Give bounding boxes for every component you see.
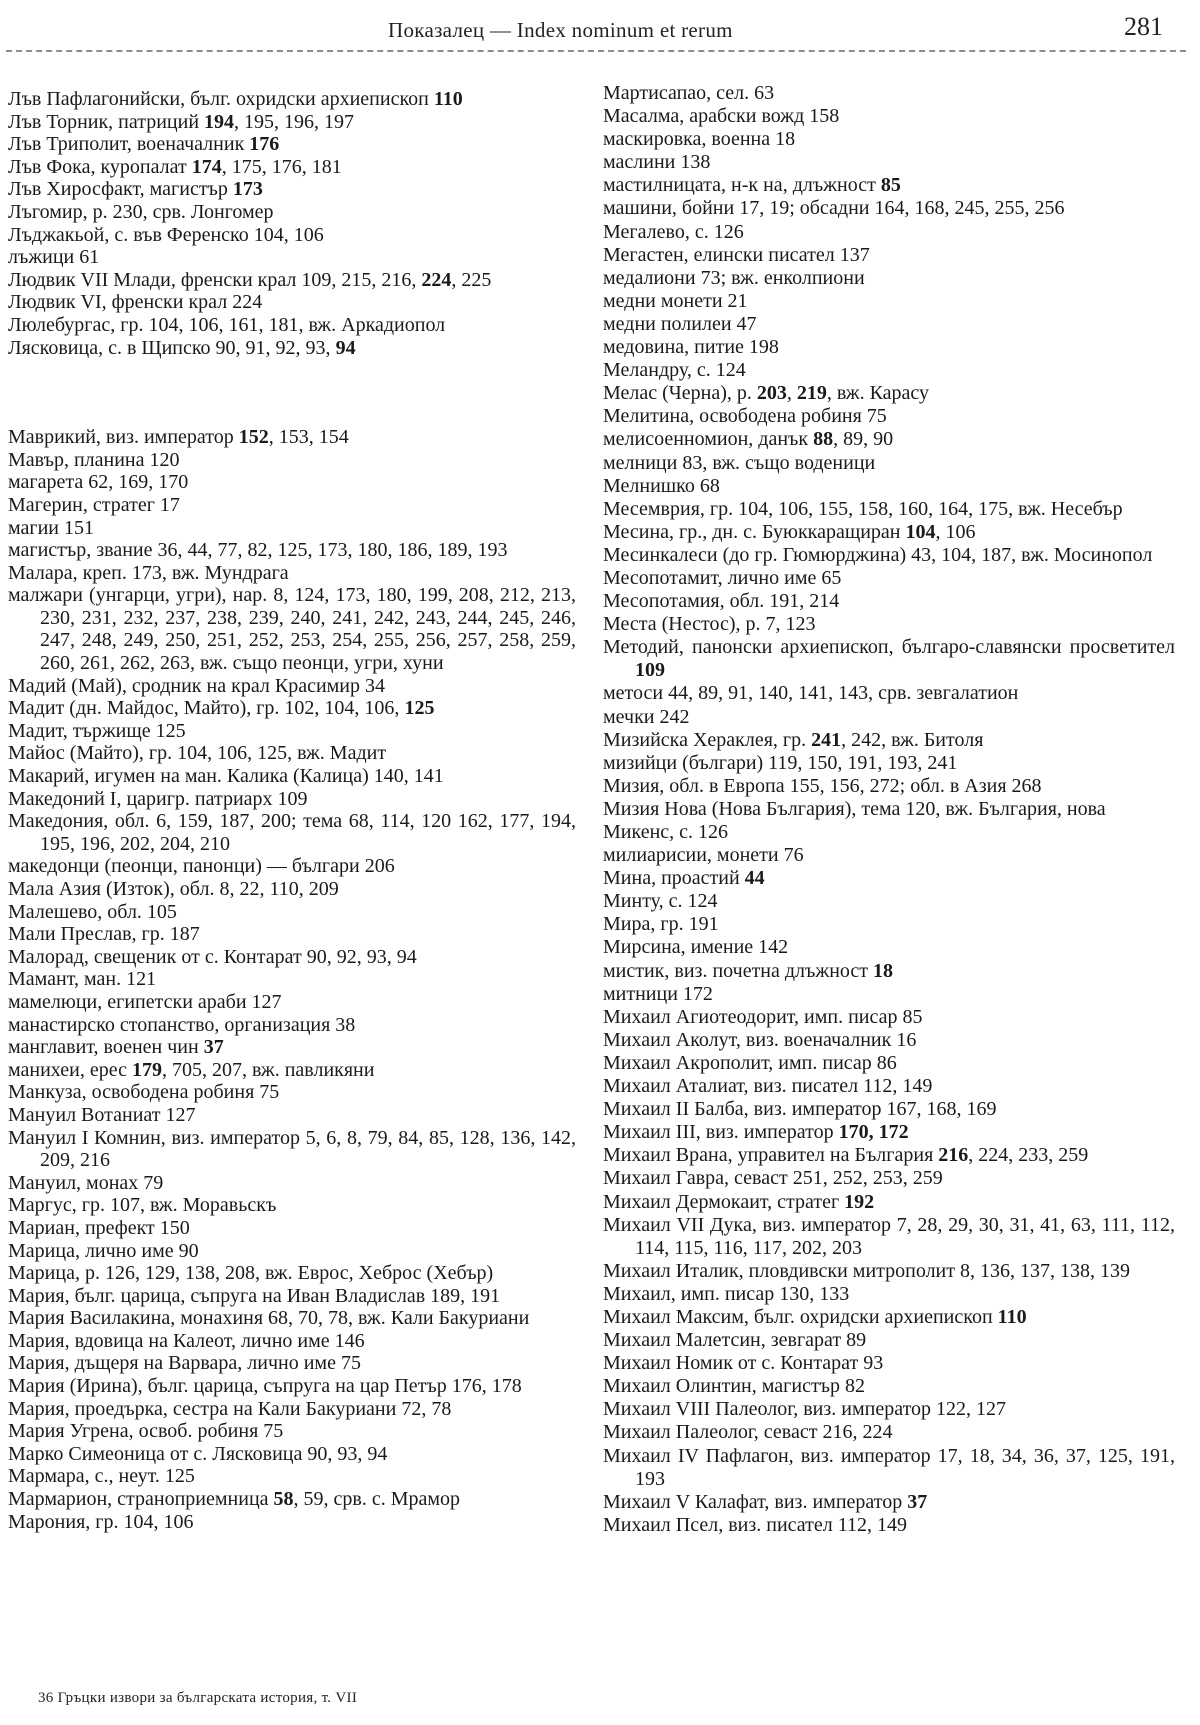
entry-text: Лъв Пафлагонийски, бълг. охридски архиепископ [8,88,434,110]
entry-text: Марица, р. 126, 129, 138, 208, вж. Еврос, Хеброс (Хебър) [8,1262,494,1285]
primary-page-ref: 176 [249,133,280,156]
index-group-m [8,426,576,1533]
entry-text: Михаил Гавра, севаст 251, 252, 253, 259 [603,1167,943,1190]
index-entry [603,1375,1175,1398]
entry-text: Месина, гр., дн. с. Буюккаращиран [603,520,906,543]
entry-text: Мизия, обл. в Европа 155, 156, 272; обл. в Азия 268 [603,774,1042,797]
index-entry [8,675,576,698]
entry-text: Мала Азия (Изток), обл. 8, 22, 110, 209 [8,878,339,900]
entry-text: Маргус, гр. 107, вж. Моравьскъ [8,1194,277,1217]
entry-text: Макарий, игумен на ман. Калика (Калица) 140, 141 [8,765,444,788]
entry-text: Лясковица, с. в Щипско 90, 91, 92, 93, [8,336,336,359]
entry-text: Мегастен, елински писател 137 [603,243,870,266]
index-entry [603,682,1175,705]
index-entry [8,426,576,449]
entry-text: мечки 242 [603,705,690,728]
entry-text: медалиони 73; вж. енколпиони [603,266,865,289]
running-header [0,12,1200,52]
index-entry [603,752,1175,775]
index-entry [603,890,1175,913]
entry-text: , 705, 207, вж. павликяни [162,1058,375,1081]
index-entry [603,521,1175,544]
entry-text: магии 151 [8,516,95,539]
index-entry [8,1081,576,1104]
entry-text: Люлебургас, гр. 104, 106, 161, 181, вж. Аркадиопол [8,313,446,336]
index-group-m-continued [603,82,1175,1537]
index-entry [8,1398,576,1421]
entry-text: Мина, проастий [603,867,745,890]
entry-text: Мадит, тържище 125 [8,719,186,742]
entry-text: Мария, вдовица на Калеот, лично име 146 [8,1329,365,1352]
index-entry [603,174,1175,197]
entry-text: Михаил VII Дука, виз. император 7, 28, 29, 30, 31, 41, 63, 111, 112, 114, 115, 116, 117, 202, 203 [603,1213,1175,1259]
index-entry [8,471,576,494]
primary-page-ref: 194 [204,110,235,133]
entry-text: Михаил Псел, виз. писател 112, 149 [603,1513,907,1536]
index-entry [8,901,576,924]
index-entry [603,1191,1175,1214]
index-entry [603,706,1175,729]
entry-text: Михаил Италик, пловдивски митрополит 8, 136, 137, 138, 139 [603,1259,1131,1282]
primary-page-ref: 125 [404,697,435,720]
entry-text: Мелитина, освободена робиня 75 [603,405,887,428]
index-entry [8,178,576,201]
index-entry [603,382,1175,405]
entry-text: , 59, срв. с. Мрамор [293,1488,461,1511]
entry-text: Мирсина, имение 142 [603,936,789,959]
entry-text: манглавит, военен чин [8,1036,204,1059]
entry-text: македонци (пеонци, панонци) — българи 206 [8,855,395,878]
index-entry [603,128,1175,151]
index-entry [8,788,576,811]
entry-text: малжари (унгарци, угри), нар. 8, 124, 173, 180, 199, 208, 212, 213, 230, 231, 232, 237, 238, 239, 240, 241, 242, 243, 244, 245, 246, 247, 248, 249, 250, 251, 252, 253, 254, 255, 256, 257, 258, 259, 260, 261, 262, 263, вж. също пеонци, угри, хуни [8,584,576,675]
index-entry [603,983,1175,1006]
entry-text: , 153, 154 [268,426,349,449]
index-entry [603,1144,1175,1167]
entry-text: метоси 44, 89, 91, 140, 141, 143, срв. зевгалатион [603,682,1019,705]
entry-text: Месинкалеси (до гр. Гюмюрджина) 43, 104, 187, вж. Мосинопол [603,543,1153,566]
index-entry [603,1421,1175,1444]
index-entry [8,1217,576,1240]
entry-text: Михаил Номик от с. Контарат 93 [603,1352,884,1375]
index-entry [8,1330,576,1353]
entry-text: Лъджакьой, с. във Ференско 104, 106 [8,223,324,246]
entry-text: Методий, панонски архиепископ, българо-славянски просветител [603,636,1175,659]
entry-text: Михаил Палеолог, севаст 216, 224 [603,1421,893,1444]
primary-page-ref: 110 [433,88,463,110]
entry-text: Михаил Акрополит, имп. писар 86 [603,1051,897,1074]
entry-text: , 242, вж. Битоля [841,728,984,751]
index-entry [8,291,576,314]
entry-text: Лъв Триполит, военачалник [8,133,250,156]
index-entry [603,613,1175,636]
index-entry [8,1488,576,1511]
entry-text: Македоний I, царигр. патриарх 109 [8,787,308,810]
header-title: Показалец — Index nominum et rerum [388,18,733,42]
primary-page-ref: 58 [273,1488,294,1511]
entry-text: Мануил I Комнин, виз. император 5, 6, 8, 79, 84, 85, 128, 136, 142, 209, 216 [8,1126,576,1172]
index-entry [8,1465,576,1488]
entry-text: Месемврия, гр. 104, 106, 155, 158, 160, 164, 175, вж. Несебър [603,497,1123,520]
index-entry [603,798,1175,821]
index-entry [603,544,1175,567]
entry-text: медовина, питие 198 [603,336,779,359]
entry-text: Малешево, обл. 105 [8,900,177,923]
index-entry [603,1075,1175,1098]
index-entry [8,1307,576,1330]
entry-text: манихеи, ерес [8,1058,133,1081]
index-entry [603,960,1175,983]
entry-text: магистър, звание 36, 44, 77, 82, 125, 173, 180, 186, 189, 193 [8,539,508,562]
index-group-l [8,88,576,359]
entry-text: Малара, креп. 173, вж. Мундрага [8,561,289,584]
entry-text: Михаил Агиотеодорит, имп. писар 85 [603,1005,923,1028]
index-entry [8,111,576,134]
index-entry [603,475,1175,498]
index-entry [8,1127,576,1172]
index-entry [603,151,1175,174]
index-entry [603,452,1175,475]
entry-text: Мармарион, страноприемница [8,1488,274,1511]
index-entry [603,729,1175,752]
entry-text: мелници 83, вж. също воденици [603,451,876,474]
entry-text: Михаил II Балба, виз. император 167, 168, 169 [603,1098,997,1121]
primary-page-ref: 85 [880,174,901,197]
entry-text: маскировка, военна 18 [603,128,796,151]
index-entry [603,936,1175,959]
index-entry [8,584,576,674]
index-entry [603,1352,1175,1375]
index-entry [603,313,1175,336]
entry-text: Марония, гр. 104, 106 [8,1510,194,1533]
entry-text: Мали Преслав, гр. 187 [8,923,200,946]
entry-text: Мизийска Хераклея, гр. [603,728,812,751]
index-entry [603,867,1175,890]
entry-text: Мира, гр. 191 [603,913,719,936]
entry-text: маслини 138 [603,151,711,174]
primary-page-ref: 192 [844,1190,875,1213]
entry-text: Людвик VI, френски крал 224 [8,291,263,314]
entry-text: Михаил Аталиат, виз. писател 112, 149 [603,1075,933,1098]
entry-text: , 224, 233, 259 [968,1144,1089,1167]
entry-text: Марко Симеоница от с. Лясковица 90, 93, 94 [8,1442,388,1465]
index-entry [8,810,576,855]
entry-text: Михаил Аколут, виз. военачалник 16 [603,1028,917,1051]
index-entry [8,1285,576,1308]
index-entry [603,1514,1175,1537]
entry-text: Магерин, стратег 17 [8,493,180,516]
index-entry [8,1194,576,1217]
entry-text: Марица, лично име 90 [8,1239,199,1262]
index-entry [603,1098,1175,1121]
index-entry [603,1491,1175,1514]
entry-text: Месопотамит, лично име 65 [603,566,842,589]
primary-page-ref: 18 [873,959,894,982]
index-entry [603,1029,1175,1052]
index-entry [603,775,1175,798]
index-entry [8,1443,576,1466]
entry-text: Мелас (Черна), р. [603,382,757,405]
entry-text: Майос (Майто), гр. 104, 106, 125, вж. Мадит [8,742,387,765]
entry-text: Лъв Торник, патриций [8,110,205,133]
index-entry [8,269,576,292]
entry-text: Мелнишко 68 [603,474,720,497]
header-rule [6,50,1186,52]
index-entry [8,878,576,901]
index-entry [603,1214,1175,1260]
entry-text: Михаил IV Пафлагон, виз. император 17, 18, 34, 36, 37, 125, 191, 193 [603,1444,1175,1490]
index-column-left [8,88,576,1533]
index-entry [603,913,1175,936]
primary-page-ref: 37 [203,1036,224,1059]
entry-text: , [786,382,797,405]
entry-text: Масалма, арабски вожд 158 [603,105,840,128]
index-entry [8,968,576,991]
primary-page-ref: 152 [238,426,269,449]
entry-text: медни полилеи 47 [603,312,757,335]
primary-page-ref: 216 [938,1144,969,1167]
index-entry [8,1172,576,1195]
index-entry [8,133,576,156]
primary-page-ref: 110 [997,1305,1027,1328]
entry-text: Михаил Врана, управител на България [603,1144,939,1167]
entry-text: Михаил, имп. писар 130, 133 [603,1282,850,1305]
primary-page-ref: 88 [813,428,834,451]
entry-text: Лъгомир, р. 230, срв. Лонгомер [8,200,274,223]
primary-page-ref: 104 [905,520,936,543]
index-entry [603,498,1175,521]
entry-text: Мария Угрена, освоб. робиня 75 [8,1420,284,1443]
index-entry [8,314,576,337]
index-entry [8,246,576,269]
entry-text: Людвик VII Млади, френски крал 109, 215, 216, [8,268,422,291]
index-entry [603,1052,1175,1075]
entry-text: Места (Нестос), р. 7, 123 [603,613,816,636]
index-entry [603,1398,1175,1421]
index-entry [8,720,576,743]
index-entry [8,337,576,360]
entry-text: Мартисапао, сел. 63 [603,82,775,104]
index-entry [8,156,576,179]
entry-text: мистик, виз. почетна длъжност [603,959,874,982]
index-entry [8,1240,576,1263]
letter-gap [8,359,576,426]
entry-text: Мария (Ирина), бълг. царица, съпруга на цар Петър 176, 178 [8,1375,522,1398]
primary-page-ref: 37 [907,1490,928,1513]
index-entry [603,1329,1175,1352]
entry-text: митници 172 [603,982,713,1005]
entry-text: Михаил Малетсин, зевгарат 89 [603,1329,867,1352]
entry-text: Михаил Олинтин, магистър 82 [603,1375,866,1398]
primary-page-ref: 170, 172 [838,1121,909,1144]
index-entry [603,1306,1175,1329]
index-entry [8,946,576,969]
entry-text: Мамант, ман. 121 [8,968,157,991]
entry-text: мастилницата, н-к на, длъжност [603,174,881,197]
page-number: 281 [1124,12,1163,41]
index-entry [8,88,576,111]
entry-text: машини, бойни 17, 19; обсадни 164, 168, 245, 255, 256 [603,197,1065,220]
entry-text: Мадий (Май), сродник на крал Красимир 34 [8,674,386,697]
entry-text: Мавър, планина 120 [8,448,180,471]
entry-text: Минту, с. 124 [603,890,718,913]
index-entry [603,1006,1175,1029]
index-entry [8,562,576,585]
index-entry [8,991,576,1014]
entry-text: , 106 [935,520,976,543]
primary-page-ref: 179 [132,1058,163,1081]
index-entry [8,517,576,540]
index-entry [8,1511,576,1534]
entry-text: медни монети 21 [603,289,748,312]
index-entry [8,765,576,788]
index-entry [8,1262,576,1285]
index-entry [603,844,1175,867]
primary-page-ref: 44 [744,867,765,890]
entry-text: Мария, бълг. царица, съпруга на Иван Владислав 189, 191 [8,1284,501,1307]
index-entry [603,821,1175,844]
index-entry [603,405,1175,428]
index-entry [603,590,1175,613]
index-entry [603,267,1175,290]
page-footer: 36 Гръцки извори за българската история, т. VII [38,1690,358,1706]
entry-text: Михаил Максим, бълг. охридски архиепископ [603,1305,998,1328]
primary-page-ref: 109 [635,659,665,682]
index-entry [603,221,1175,244]
primary-page-ref: 173 [232,178,263,201]
entry-text: Мариан, префект 150 [8,1216,190,1239]
entry-text: , 195, 196, 197 [234,110,355,133]
index-entry [8,224,576,247]
entry-text: Мария Василакина, монахиня 68, 70, 78, вж. Кали Бакуриани [8,1307,530,1330]
index-entry [8,1036,576,1059]
entry-text: Михаил Дермокаит, стратег [603,1190,845,1213]
entry-text: Македония, обл. 6, 159, 187, 200; тема 68, 114, 120 162, 177, 194, 195, 196, 202, 204, 210 [8,810,576,855]
index-entry [8,697,576,720]
index-entry [603,567,1175,590]
entry-text: Маврикий, виз. император [8,426,239,449]
entry-text: Мануил, монах 79 [8,1171,164,1194]
entry-text: Михаил III, виз. император [603,1121,839,1144]
index-entry [8,1104,576,1127]
entry-text: Лъв Фока, куропалат [8,155,192,178]
entry-text: милиарисии, монети 76 [603,844,804,867]
index-entry [603,1167,1175,1190]
primary-page-ref: 174 [191,155,222,178]
index-entry [603,428,1175,451]
index-entry [8,855,576,878]
entry-text: Мария, дъщеря на Варвара, лично име 75 [8,1352,361,1375]
index-entry [603,82,1175,105]
entry-text: Лъв Хиросфакт, магистър [8,178,233,201]
entry-text: Микенс, с. 126 [603,821,729,843]
index-entry [8,1375,576,1398]
entry-text: Меландру, с. 124 [603,359,746,382]
entry-text: Малорад, свещеник от с. Контарат 90, 92, 93, 94 [8,945,417,968]
entry-text: Мадит (дн. Майдос, Майто), гр. 102, 104, 106, [8,697,405,720]
index-entry [8,449,576,472]
entry-text: магарета 62, 169, 170 [8,471,189,494]
primary-page-ref: 241 [811,728,842,751]
entry-text: мелисоенномион, данък [603,428,814,451]
index-entry [603,244,1175,267]
entry-text: лъжици 61 [8,246,100,269]
index-entry [8,494,576,517]
entry-text: , вж. Карасу [826,382,930,405]
primary-page-ref: 203 [756,382,787,405]
index-entry [603,1283,1175,1306]
primary-page-ref: 94 [335,336,356,359]
entry-text: Мизия Нова (Нова България), тема 120, вж. България, нова [603,797,1106,820]
entry-text: Мармара, с., неут. 125 [8,1465,195,1488]
entry-text: Манкуза, освободена робиня 75 [8,1081,280,1104]
index-entry [603,636,1175,682]
index-entry [8,1014,576,1037]
index-entry [603,1121,1175,1144]
index-column-right [603,82,1175,1537]
index-entry [603,1445,1175,1491]
index-entry [8,923,576,946]
index-entry [8,539,576,562]
entry-text: , 225 [451,268,492,291]
entry-text: Мария, проедърка, сестра на Кали Бакуриани 72, 78 [8,1397,452,1420]
primary-page-ref: 219 [796,382,827,405]
index-entry [8,742,576,765]
index-entry [8,201,576,224]
entry-text: манастирско стопанство, организация 38 [8,1013,356,1036]
entry-text: Мегалево, с. 126 [603,220,744,243]
index-entry [8,1420,576,1443]
entry-text: Месопотамия, обл. 191, 214 [603,590,840,613]
index-entry [8,1059,576,1082]
entry-text: мамелюци, египетски араби 127 [8,990,282,1013]
primary-page-ref: 224 [421,268,452,291]
index-entry [603,105,1175,128]
entry-text: Мануил Вотаниат 127 [8,1103,196,1126]
index-entry [603,1260,1175,1283]
index-entry [603,359,1175,382]
entry-text: , 89, 90 [833,428,894,451]
entry-text: Михаил V Калафат, виз. император [603,1490,908,1513]
index-entry [603,197,1175,220]
index-entry [603,336,1175,359]
index-entry [8,1352,576,1375]
entry-text: , 175, 176, 181 [221,155,342,178]
index-entry [603,290,1175,313]
entry-text: Михаил VIII Палеолог, виз. император 122, 127 [603,1398,1007,1421]
entry-text: мизийци (българи) 119, 150, 191, 193, 241 [603,751,958,774]
